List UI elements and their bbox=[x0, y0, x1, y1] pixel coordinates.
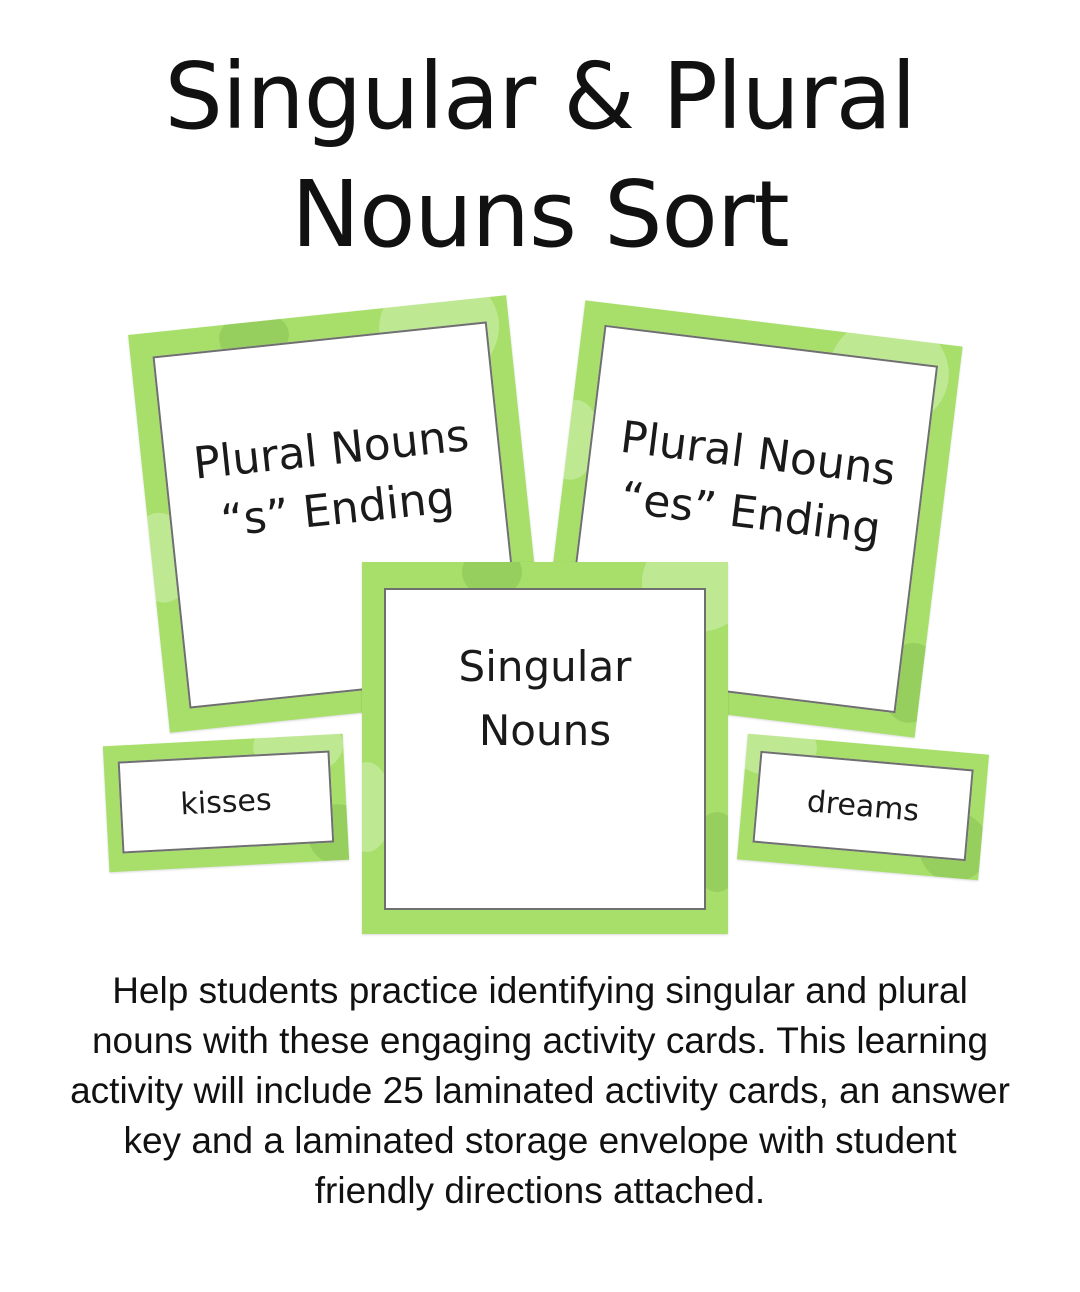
plural-es-ending-label-line-2: “es” Ending bbox=[617, 472, 884, 555]
page-title-line-1: Singular & Plural bbox=[164, 43, 916, 150]
plural-s-ending-label-line-1: Plural Nouns bbox=[191, 410, 472, 490]
word-card-dreams-label: dreams bbox=[805, 783, 921, 829]
singular-nouns-label-line-2: Nouns bbox=[478, 706, 612, 755]
word-card-kisses-label: kisses bbox=[179, 782, 273, 822]
singular-nouns-card-face bbox=[384, 588, 706, 910]
plural-s-ending-label-line-2: “s” Ending bbox=[218, 471, 457, 548]
word-card-kisses-face bbox=[118, 751, 335, 854]
singular-nouns-card bbox=[362, 562, 728, 934]
plural-es-ending-label-line-1: Plural Nouns bbox=[617, 411, 899, 497]
word-card-dreams bbox=[737, 734, 989, 881]
singular-nouns-label-line-1: Singular bbox=[458, 642, 632, 691]
page-title-line-2: Nouns Sort bbox=[291, 161, 789, 268]
page-title bbox=[0, 38, 1080, 274]
word-card-dreams-face bbox=[752, 751, 973, 861]
product-description: Help students practice identifying singular and plural nouns with these engaging activity cards. This learning activity will include 25 laminated activity cards, an answer key and a laminated storage envelope with student friendly directions attached. bbox=[70, 970, 1010, 1211]
word-card-kisses bbox=[103, 734, 349, 872]
